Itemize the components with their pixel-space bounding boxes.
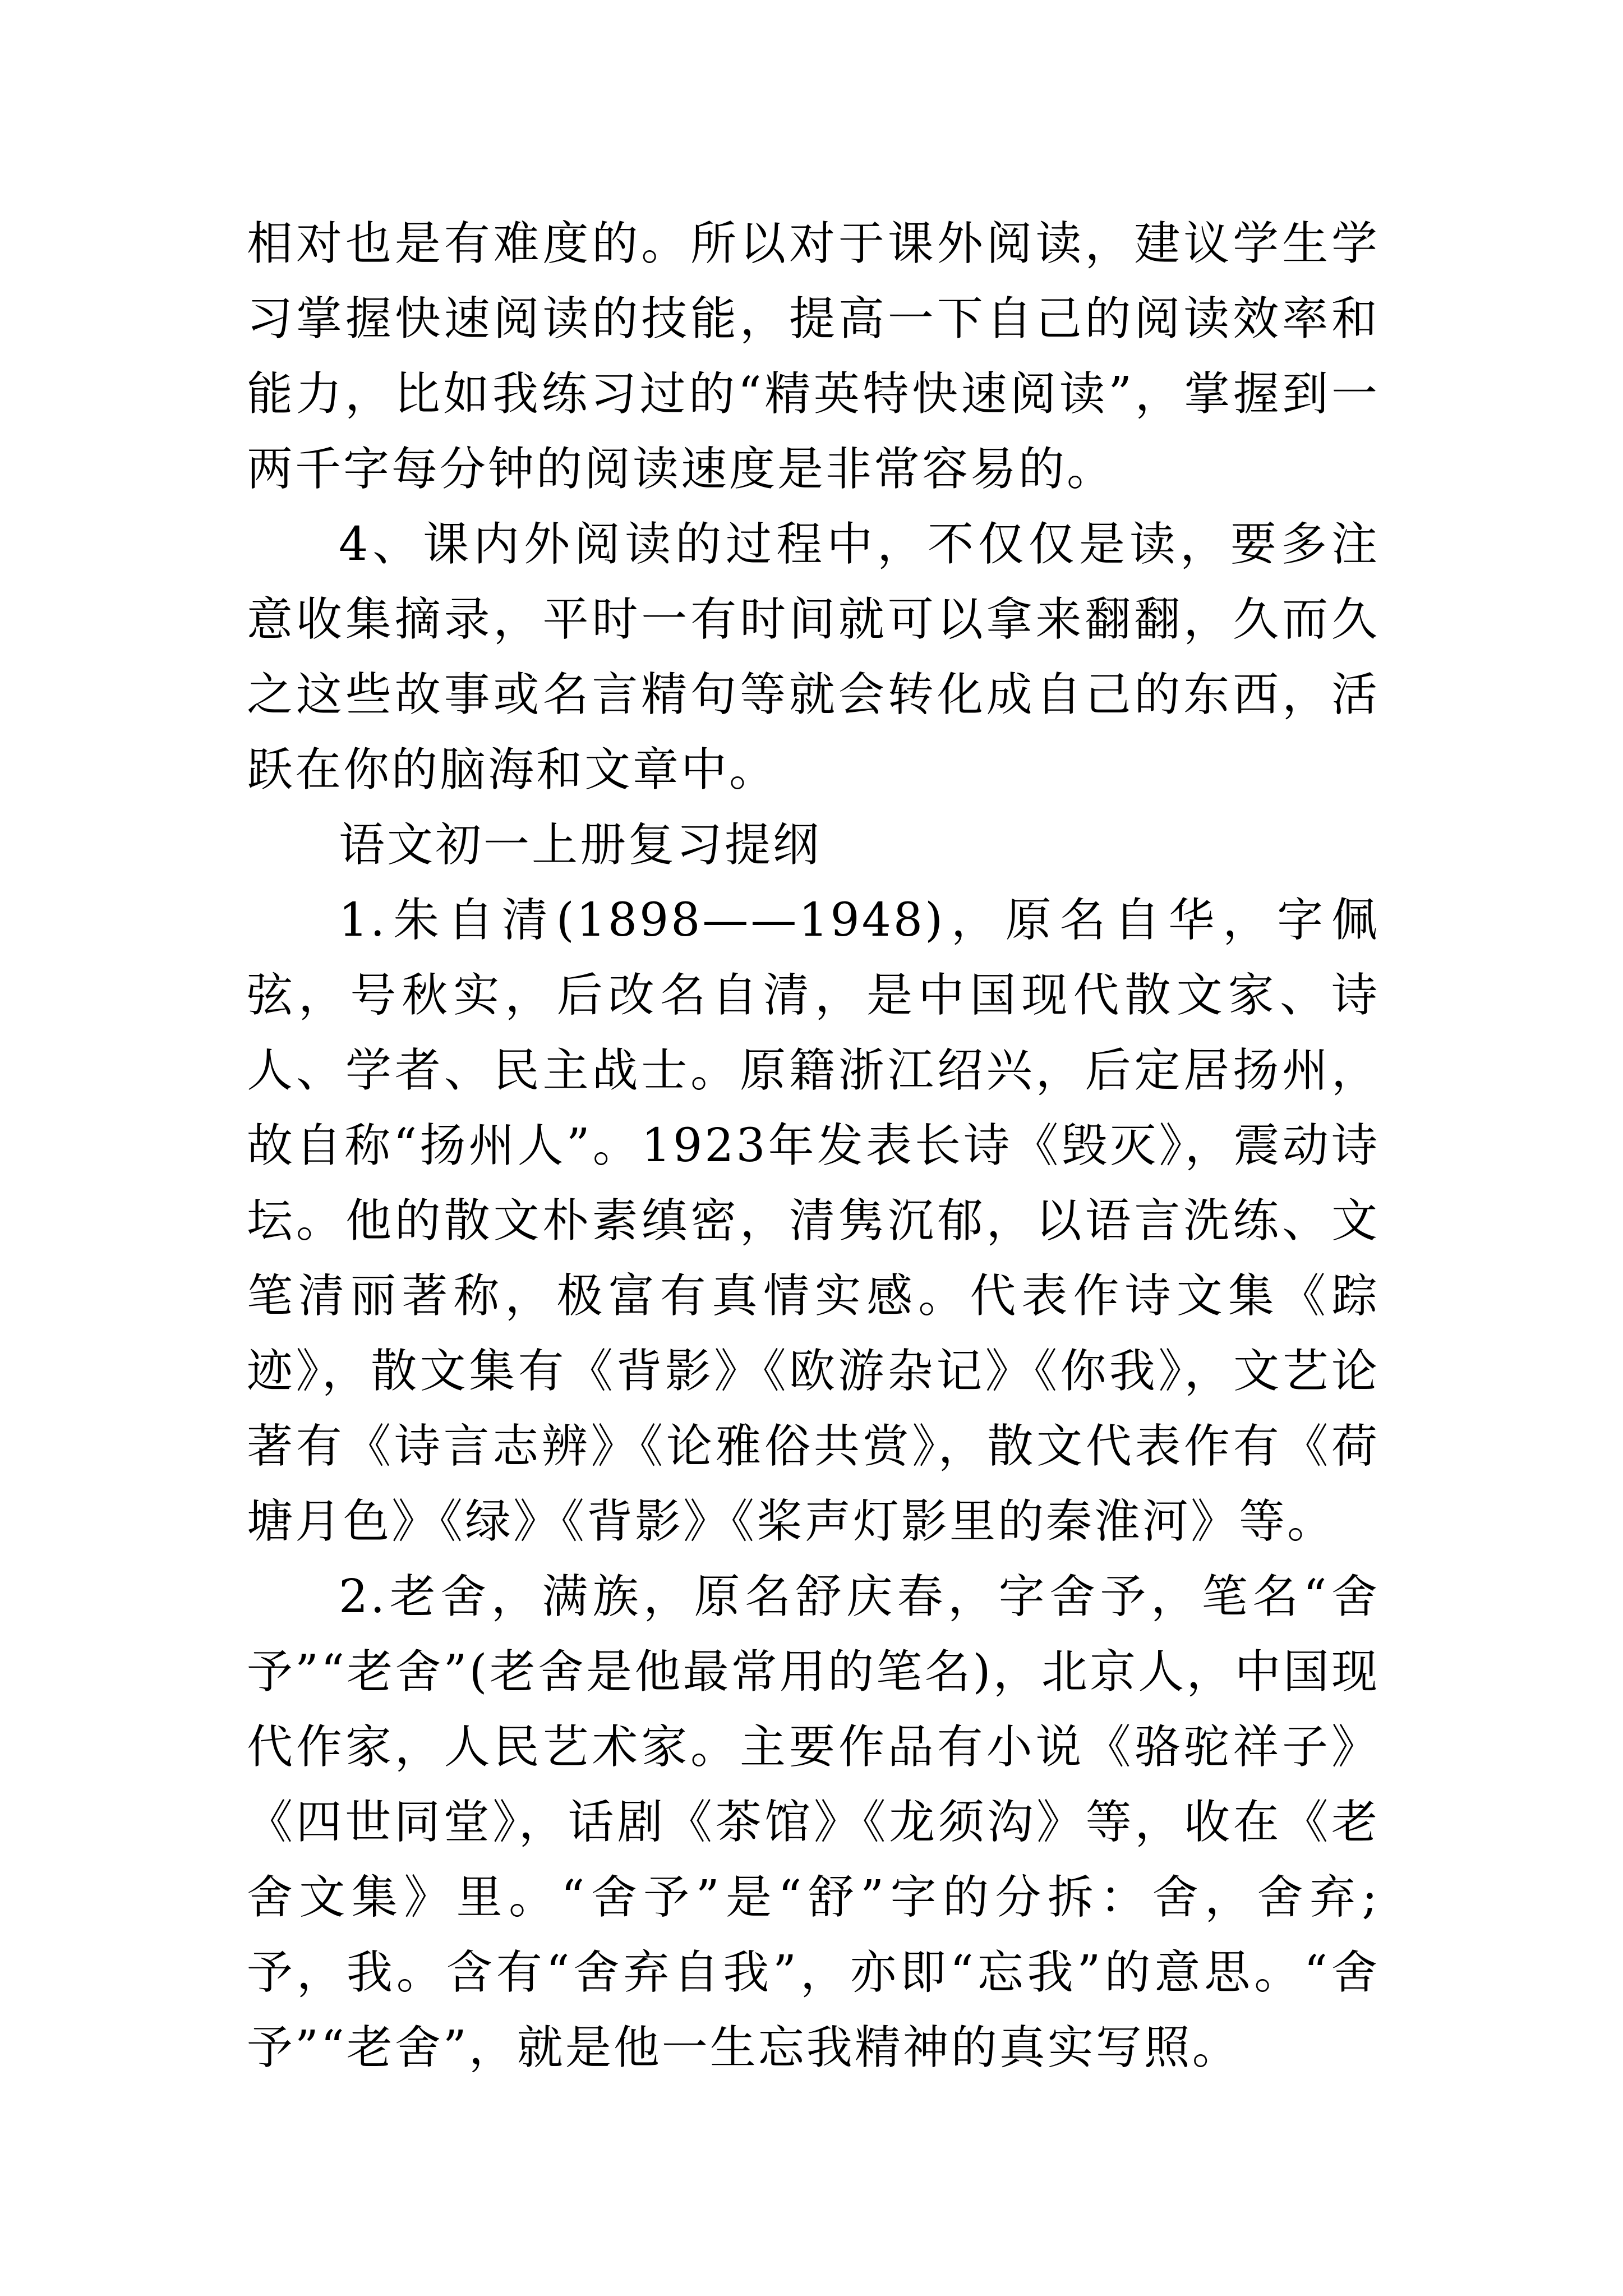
paragraph-reading-advice: 相对也是有难度的。所以对于课外阅读，建议学生学习掌握快速阅读的技能，提高一下自己的阅读效率和能力，比如我练习过的“精英特快速阅读”，掌握到一两千字每分钟的阅读速度是非常容易的。: [247, 217, 1380, 496]
paragraph-zhu-ziqing: 1.朱自清(1898——1948)，原名自华，字佩弦，号秋实，后改名自清，是中国现代散文家、诗人、学者、民主战士。原籍浙江绍兴，后定居扬州，故自称“扬州人”。1923年发表长诗《毁灭》，震动诗坛。他的散文朴素缜密，清隽沉郁，以语言洗练、文笔清丽著称，极富有真情实感。代表作诗文集《踪迹》，散文集有《背影》《欧游杂记》《你我》，文艺论著有《诗言志辨》《论雅俗共赏》，散文代表作有《荷塘月色》《绿》《背影》《桨声灯影里的秦淮河》等。: [247, 894, 1380, 1548]
document-page: [247, 206, 1380, 2086]
paragraph-excerpt-tip: 4、课内外阅读的过程中，不仅仅是读，要多注意收集摘录，平时一有时间就可以拿来翻翻，久而久之这些故事或名言精句等就会转化成自己的东西，活跃在你的脑海和文章中。: [247, 518, 1380, 797]
paragraph-lao-she: 2.老舍，满族，原名舒庆春，字舍予，笔名“舍予”“老舍”(老舍是他最常用的笔名)，北京人，中国现代作家，人民艺术家。主要作品有小说《骆驼祥子》《四世同堂》，话剧《茶馆》《龙须沟》等，收在《老舍文集》里。“舍予”是“舒”字的分拆：舍，舍弃;予，我。含有“舍弃自我”，亦即“忘我”的意思。“舍予”“老舍”，就是他一生忘我精神的真实写照。: [247, 1570, 1380, 2074]
section-heading: 语文初一上册复习提纲: [339, 818, 822, 872]
